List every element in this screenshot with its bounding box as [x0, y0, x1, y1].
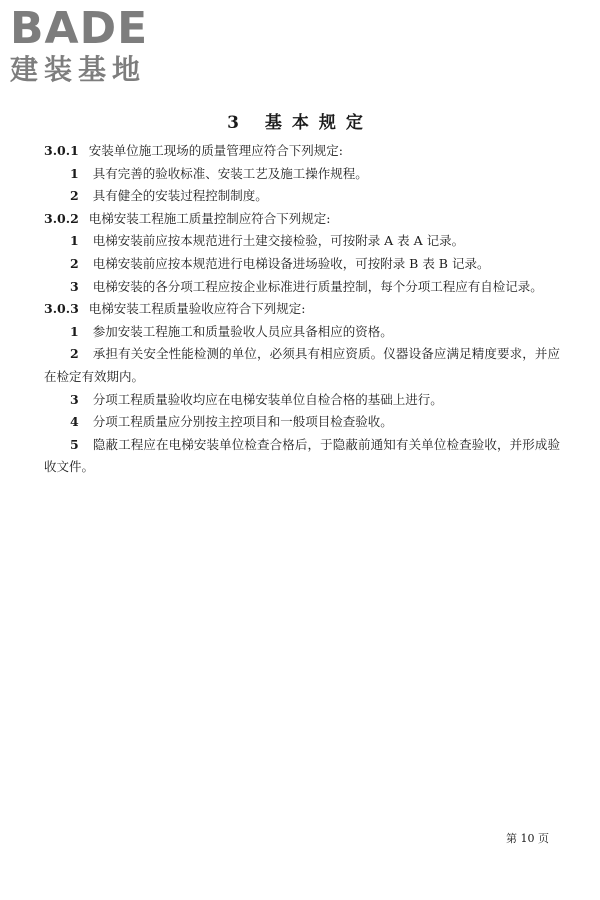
section-text: 电梯安装工程施工质量控制应符合下列规定:: [88, 210, 331, 226]
item-number: 2: [70, 255, 79, 271]
list-item: [44, 253, 560, 276]
item-number: 2: [70, 188, 79, 204]
logo-wordmark: BADE: [10, 3, 149, 54]
list-item: [44, 321, 560, 344]
item-text: 分项工程质量验收均应在电梯安装单位自检合格的基础上进行。: [92, 391, 443, 407]
item-text: 电梯安装前应按本规范进行电梯设备进场验收，可按附录 B 表 B 记录。: [92, 255, 490, 271]
section-heading: [44, 208, 560, 231]
section-text: 安装单位施工现场的质量管理应符合下列规定:: [88, 143, 344, 158]
section-heading: [44, 140, 560, 163]
list-item: [44, 389, 560, 412]
logo: [10, 3, 180, 86]
item-text: 承担有关安全性能检测的单位，必须具有相应资质。仪器设备应满足精度要求，并应在检定有效期内。: [44, 346, 560, 384]
section-number: 3.0.3: [44, 301, 79, 317]
item-number: 1: [70, 165, 79, 181]
item-number: 1: [70, 323, 79, 339]
item-text: 参加安装工程施工和质量验收人员应具备相应的资格。: [92, 323, 393, 339]
item-text: 具有完善的验收标准、安装工艺及施工操作规程。: [92, 165, 368, 181]
chapter-title: 3 基本规定: [227, 113, 373, 133]
item-number: 2: [70, 346, 79, 362]
item-text: 分项工程质量应分别按主控项目和一般项目检查验收。: [92, 414, 393, 430]
section-text: 电梯安装工程质量验收应符合下列规定:: [88, 301, 306, 317]
section-heading: [44, 298, 560, 321]
list-item: [44, 276, 560, 299]
item-number: 5: [70, 436, 79, 452]
list-item: [44, 343, 560, 388]
item-text: 电梯安装的各分项工程应按企业标准进行质量控制，每个分项工程应有自检记录。: [92, 278, 543, 294]
list-item: [44, 185, 560, 208]
item-text: 隐蔽工程应在电梯安装单位检查合格后，于隐蔽前通知有关单位检查验收，并形成验收文件。: [44, 436, 560, 475]
item-number: 3: [70, 278, 79, 294]
list-item: [44, 163, 560, 186]
item-number: 1: [70, 233, 79, 249]
list-item: [44, 411, 560, 434]
logo-chinese-name: 建装基地: [10, 53, 147, 86]
section-number: 3.0.2: [44, 210, 79, 226]
item-text: 具有健全的安装过程控制制度。: [92, 188, 268, 204]
list-item: [44, 434, 560, 479]
item-number: 4: [70, 414, 79, 430]
document-body: [44, 140, 560, 479]
page-number: 第 10 页: [506, 832, 549, 845]
item-text: 电梯安装前应按本规范进行土建交接检验，可按附录 A 表 A 记录。: [92, 233, 465, 249]
list-item: [44, 230, 560, 253]
item-number: 3: [70, 391, 79, 407]
section-number: 3.0.1: [44, 143, 79, 158]
